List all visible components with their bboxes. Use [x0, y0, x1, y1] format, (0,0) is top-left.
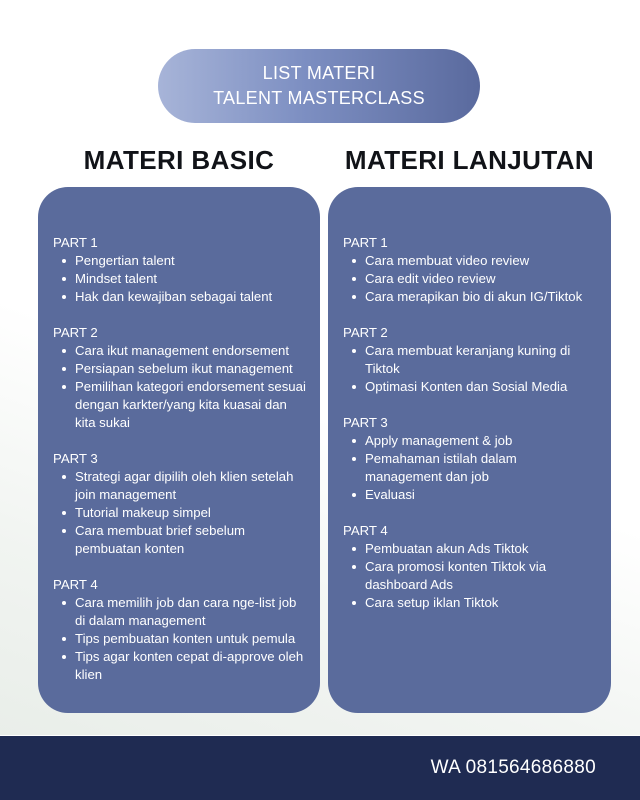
column-title-basic: MATERI BASIC [83, 145, 275, 175]
part-title: PART 4 [343, 523, 388, 538]
item-list [53, 594, 306, 684]
list-item: Optimasi Konten dan Sosial Media [343, 378, 597, 396]
part-title: PART 1 [343, 235, 388, 250]
list-item: Cara merapikan bio di akun IG/Tiktok [343, 288, 597, 306]
part-title: PART 3 [53, 451, 98, 466]
list-item: Pembuatan akun Ads Tiktok [343, 540, 597, 558]
footer-bar [0, 736, 640, 800]
part-title: PART 2 [53, 325, 98, 340]
lanjutan-part-3 [343, 414, 597, 504]
item-list [53, 342, 306, 432]
list-item: Mindset talent [53, 270, 306, 288]
lanjutan-part-1 [343, 234, 597, 306]
part-title: PART 1 [53, 235, 98, 250]
list-item: Pengertian talent [53, 252, 306, 270]
list-item: Cara ikut management endorsement [53, 342, 306, 360]
card-materi-basic [38, 187, 320, 713]
lanjutan-part-2 [343, 324, 597, 396]
list-item: Cara membuat video review [343, 252, 597, 270]
list-item: Tutorial makeup simpel [53, 504, 306, 522]
column-title-lanjutan: MATERI LANJUTAN [344, 145, 595, 175]
header-line-1: LIST MATERI [262, 63, 376, 83]
list-item: Cara setup iklan Tiktok [343, 594, 597, 612]
list-item: Evaluasi [343, 486, 597, 504]
list-item: Pemahaman istilah dalam management dan job [343, 450, 597, 486]
part-title: PART 4 [53, 577, 98, 592]
header-line-2: TALENT MASTERCLASS [213, 88, 425, 108]
part-title: PART 2 [343, 325, 388, 340]
basic-part-4 [53, 576, 306, 684]
list-item: Cara membuat brief sebelum pembuatan konten [53, 522, 306, 558]
lanjutan-part-4 [343, 522, 597, 612]
card-materi-lanjutan [328, 187, 611, 713]
item-list [343, 540, 597, 612]
list-item: Cara memilih job dan cara nge-list job di dalam management [53, 594, 306, 630]
basic-part-2 [53, 324, 306, 432]
basic-part-1 [53, 234, 306, 306]
list-item: Tips agar konten cepat di-approve oleh klien [53, 648, 306, 684]
list-item: Pemilihan kategori endorsement sesuai dengan karkter/yang kita kuasai dan kita sukai [53, 378, 306, 432]
item-list [343, 342, 597, 396]
whatsapp-contact: WA 081564686880 [430, 757, 596, 778]
list-item: Persiapan sebelum ikut management [53, 360, 306, 378]
list-item: Tips pembuatan konten untuk pemula [53, 630, 306, 648]
item-list [53, 252, 306, 306]
item-list [343, 432, 597, 504]
basic-part-3 [53, 450, 306, 558]
list-item: Apply management & job [343, 432, 597, 450]
list-item: Cara promosi konten Tiktok via dashboard Ads [343, 558, 597, 594]
item-list [53, 468, 306, 558]
part-title: PART 3 [343, 415, 388, 430]
list-item: Strategi agar dipilih oleh klien setelah join management [53, 468, 306, 504]
list-item: Cara membuat keranjang kuning di Tiktok [343, 342, 597, 378]
item-list [343, 252, 597, 306]
header-banner [158, 49, 480, 123]
list-item: Hak dan kewajiban sebagai talent [53, 288, 306, 306]
list-item: Cara edit video review [343, 270, 597, 288]
